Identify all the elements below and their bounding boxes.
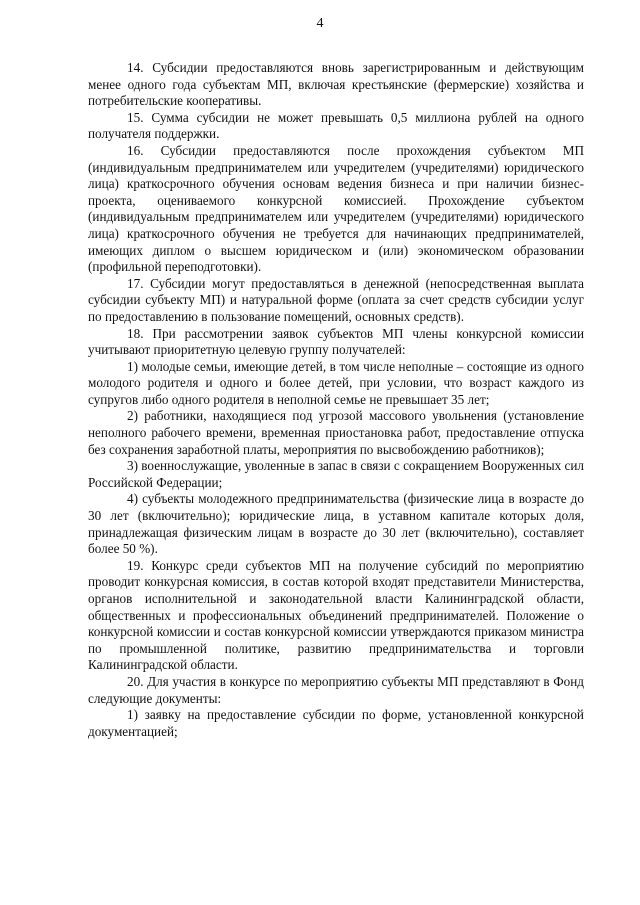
paragraph-19: 19. Конкурс среди субъектов МП на получение субсидий по мероприятию проводит конкурсная комиссия, в состав которой входят представители Министерства, органов исполнительной и законодательной власти Калининградской области, общественных и профессиональных объединений предпринимателей. Положение о конкурсной комиссии и состав конкурсной комиссии утверждаются приказом министра по промышленной политике, развитию предпринимательства и торговли Калининградской области. [88,557,584,673]
page-number: 4 [316,16,324,31]
list-item-20-1: 1) заявку на предоставление субсидии по форме, установленной конкурсной документацией; [88,707,584,739]
paragraph-15: 15. Сумма субсидии не может превышать 0,5 миллиона рублей на одного получателя поддержки. [88,109,584,142]
paragraph-20: 20. Для участия в конкурсе по мероприятию субъекты МП представляют в Фонд следующие документы: [88,673,584,706]
list-item-18-1: 1) молодые семьи, имеющие детей, в том числе неполные – состоящие из одного молодого родителя и одного и более детей, при условии, что возраст каждого из супругов либо одного родителя в неполной семье не превышает 35 лет; [88,358,584,407]
paragraph-14: 14. Субсидии предоставляются вновь зарегистрированным и действующим менее одного года субъектам МП, включая крестьянские (фермерские) хозяйства и потребительские кооперативы. [88,60,584,109]
list-item-18-3: 3) военнослужащие, уволенные в запас в связи с сокращением Вооруженных сил Российской Федерации; [88,458,584,490]
paragraph-17: 17. Субсидии могут предоставляться в денежной (непосредственная выплата субсидии субъекту МП) и натуральной форме (оплата за счет средств субсидии услуг по предоставлению в пользование помещений, основных средств). [88,275,584,324]
list-item-18-4: 4) субъекты молодежного предпринимательства (физические лица в возрасте до 30 лет (включительно); юридические лица, в уставном капитале которых доля, принадлежащая физическим лицам в возрасте до 30 лет (включительно), составляет более 50 %). [88,491,584,557]
list-item-18-2: 2) работники, находящиеся под угрозой массового увольнения (установление неполного рабочего времени, временная приостановка работ, предоставление отпуска без сохранения заработной платы, мероприятия по высвобождению работников); [88,408,584,457]
document-body [88,60,584,740]
paragraph-16: 16. Субсидии предоставляются после прохождения субъектом МП (индивидуальным предпринимателем или учредителем (учредителями) юридического лица) краткосрочного обучения основам ведения бизнеса и при наличии бизнес-проекта, оцениваемого конкурсной комиссией. Прохождение субъектом (индивидуальным предпринимателем или учредителем (учредителями) юридического лица) краткосрочного обучения не требуется для начинающих предпринимателей, имеющих диплом о высшем юридическом и (или) экономическом образовании (профильной переподготовки). [88,142,584,275]
paragraph-18: 18. При рассмотрении заявок субъектов МП члены конкурсной комиссии учитывают приоритетную целевую группу получателей: [88,325,584,358]
